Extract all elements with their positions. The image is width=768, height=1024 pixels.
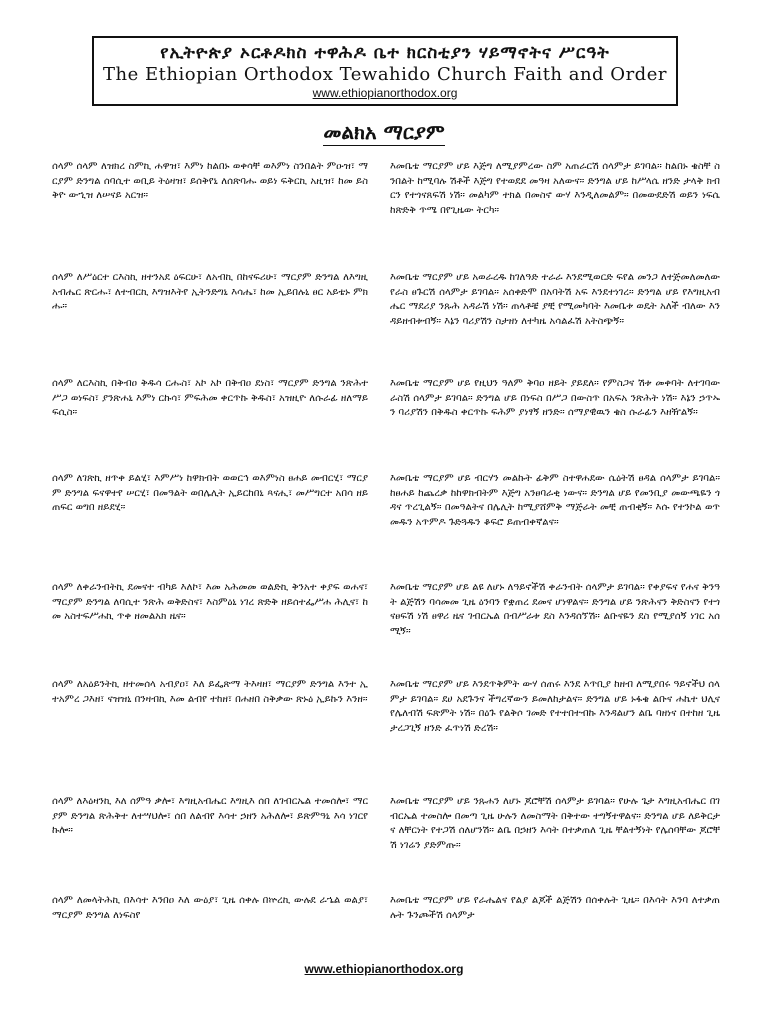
church-title-english: The Ethiopian Orthodox Tewahido Church Faith and Order (103, 64, 667, 85)
document-title-text: መልክአ ማርያም (323, 120, 445, 144)
amharic-translation: እመቤቴ ማርያም ሆይ የዚህን ዓለም ቅባዐ ዘይት ያይደለ። የምስጋና ሽቱ መቀባት ለተገባው ራስሽ ሰላምታ ይገባል። ድንግል ሆይ በነፍስ በሥጋ በውስጥ በአፍአ ንጽሕት ነሽ። እኔን ኃጥኡን ባሪያሽን በቅዱስ ቀርጥኩ ፍሕም ያነፃኝ ዘንድ። ሰማያዊዉን ቄስ ሱራፊን እዘዥልኝ። (390, 378, 720, 418)
geez-verse: ሰላም ሰላም ለዝክረ ስምኪ ሐዋዝ፣ እምነ ከልበኑ ወቀሳቸ ወእምነ ስንበልት ምዑዝ፣ ማርያም ድንግል ሰባሲተ ወቢይ ትዕዛዝ፣ ይሰቅየኒ ለሰጽባሑ ወይነ ፍቅርኪ አዚዝ፣ ከመ ይስቅዮ ውኂዝ ለሠናይ አርዝ። (52, 161, 368, 201)
amharic-translation: እመቤቴ ማርያም ሆይ ብርሃን መልኩት ፊቅም ስተዋሐደው ሴዕትሽ ፀዳል ሰላምታ ይገባል። ከፀሐይ ከጨረቃ ከከዋክብትም እጅግ አንፀባራቂ ነውና። ድንግል ሆይ የመንቢያ መውጫዬን ጎዳና ጥረጊልኝ። በመዓልትና በሌሊት ከሚያሸምቅ ማጅራት መቺ ጠብቂኝ። እሱ የተንኮል ወጥመዱን አጥምዶ ጉድጓዱን ቆፍሮ ይጠብቀኛልና። (390, 473, 720, 528)
geez-verse: ሰላም ለሥዕርተ ርእስኪ ዘተንአደ ዕፍርሁ፣ ለአብኪ በከናፍሪሁ፣ ማርያም ድንግል ለእግዚአብሔር ጽርሑ፣ ለተብርኪ እግዝእትየ ኢትንድግኒ እሳሔ፣ ከመ ኢይበሉኒ ፀር አይቴኑ ምክሑ። (52, 272, 368, 312)
footer-website-link[interactable]: www.ethiopianorthodox.org (304, 962, 464, 976)
verse-section (52, 271, 720, 329)
verse-section (52, 581, 720, 639)
geez-verse: ሰላም ለአዕይንትኪ ዘተመሰላ አብያዐ፣ እለ ይፌጽማ ትእዛዘ፣ ማርያም ድንግል እንተ ኢተአምረ ጋእዘ፣ ናዝዝኒ በንዛብኪ እመ ልብየ ተከዘ፣ በሐዘበ ስቅቃው ጽኑዕ ኢይኩን እንዘ። (52, 679, 368, 705)
geez-verse: ሰላም ለርእስኪ በቅብዐ ቅዱሳ ርሑስ፣ አኮ አኮ በቅብዐ ደነስ፣ ማርያም ድንግል ንጽሕተ ሥጋ ወነፍስ፣ ያንጽሐኒ እምነ ርኩሳ፣ ምፍሕመ ቀርጥኩ ቅዱስ፣ አዝዚዮ ለሱራፊ ዘለማይ ፍሲስ። (52, 378, 368, 418)
verse-section (52, 160, 720, 218)
amharic-translation: እመቤቴ ማርያም ሆይ እጅግ ለሚያምረው ስም አጠራርሽ ሰላምታ ይገባል። ከልበኑ ቄስቸ ስንበልት ከሚባሉ ሽቶች እጅግ የተወደደ መዓዛ አለውና። ድንግል ሆይ ከሥላሴ ዘንድ ታላቅ ክብርን የተጎናጸፍሽ ነሽ። መልካም ተክል በመስኖ ውሃ እንዲለመልም። በመውደድሽ ወይን ነፍሴ ከጽድቅ ጥሜ በየጊዜው ትርካ። (390, 161, 720, 216)
amharic-translation: እመቤቴ ማርያም ሆይ ንጹሐን ለሆኑ ጆሮቸሽ ሰላምታ ይገባል። የሁሉ ጌታ እግዚአብሔር በገብርኤል ተመስሎ በመጣ ጊዜ ሁሉን ለመስማት በቅተው ተግኝተዋልና። ድንግል ሆይ ለይቅርታና ለቸርነት የተጋሽ ሰለሆንሽ። ልቤ በኃዘን እሳት በተቃጠለ ጊዜ ቸልተኝነት የሌሰባቸው ጆሮቸሽ ነገሬን ያድምጡ። (390, 796, 720, 851)
letterhead (92, 36, 678, 106)
verse-section (52, 894, 720, 923)
amharic-translation: እመቤቴ ማርያም ሆይ ልዩ ለሆኑ ለዓይኖችሽ ቀራንብት ሰላምታ ይገባል። የቀያፍና የሐና ቅንዓት ልጅሽን ባሳመመ ጊዜ ዕንባን የቋጠረ ደመና ሆነዋልና። ድንግል ሆይ ንጽሕናን ቅድስናን የተጎናፀፍሽ ነሽ ፀዋሪ ዜና ገብርኤል በብሥራቱ ደስ እንዳሰኘሽ። ልቡናዬን ደስ የሚያሰኝ ነገር አሰሚኝ። (390, 582, 720, 637)
document-title (0, 120, 768, 144)
geez-verse: ሰላም ለቀራንብትኪ ደመናተ ብካይ እለኮ፣ እመ አሕመመ ወልድኪ ቅንአተ ቀያፍ ወሐና፣ ማርያም ድንግል ለባሲተ ንጽሕ ወቅድስና፣ እስምዕኒ ነገረ ጽድቅ ዘይሰተፌሥሐ ሕሊና፣ ከመ አስተፍሥሐኪ ጥቀ ዘመልአክ ዜና። (52, 582, 368, 622)
verse-section (52, 377, 720, 421)
amharic-translation: እመቤቴ ማርያም ሆይ የራሔልና የልያ ልጆች ልጅሽን በሰቀሉት ጊዜ። በእሳት እንባ ለተቃጠሉት ጉንጮችሽ ሰላምታ (390, 895, 720, 921)
verse-section (52, 795, 720, 853)
header-website-link[interactable]: www.ethiopianorthodox.org (312, 86, 458, 100)
geez-verse: ሰላም ለገጽኪ ዘጥቀ ይልሂ፣ እምሥነ ከዋክብት ወወርኅ ወእምነስ ፀሐይ መብርሂ፣ ማርያም ድንግል ፍናዋተየ ሠርሂ፣ በመዓልት ወበሌሊት ኢይርከበኒ ጻናሒ፣ መሥግርተ አበሳ ዘይጠፍር ወግበ ዘይደሂ። (52, 473, 368, 513)
amharic-translation: እመቤቴ ማርያም ሆይ እንደጥቅምት ውሃ ሰጠሩ እንደ እጥቢያ ከዘብ ለሚያበሩ ዓይኖችህ ሰላምታ ይገባል። ደሀ አደጉንና ችግረኛውን ይመለከታልና። ድንግል ሆይ ኑፋቄ ልቡና ሐኬተ ህሊና የሌለብሽ ፍጽምት ነሽ። በዕጉ የልቅሶ ገመድ የተተበተብኩ እንዳልሆን ልቤ ባዘነና በተከዘ ጊዜ ታረጋጊኝ ዘንድ ፈጥነሽ ድረሽ። (390, 679, 720, 734)
geez-verse: ሰላም ለእዕዛንኪ እለ ሰምዓ ቃሎ፣ እግዚአብሔር እግዚእ ሰበ ለገብርኤል ተመሰሎ፣ ማርያም ድንግል ጽሕቅተ ለተሣህሎ፣ ሰበ ለልብየ እሳተ ኃዘን አሕለሎ፣ ይጽምዓኒ እሳ ነገርየ ኩሎ። (52, 796, 368, 836)
verse-section (52, 678, 720, 736)
amharic-translation: እመቤቴ ማርያም ሆይ አወራረዱ ከገለዓድ ተራራ እንደሚወርድ ፍየል መንጋ ለተጅመለመለው የራስ ፀጉርሽ ሰላምታ ይገባል። አሰቀድሞ በአባትሽ አፍ እንደተነገረ። ድንግል ሆይ የእግዚአብሔር ማደሪያ ንጹሕ አዳራሽ ነሽ። ጠላቶቼ ያቺ የሚመካባት እመቤቱ ወዴት አለች ብለው እንዳይዘብቱብኝ። እኔን ባሪያሽን ስታዘነ ለተካዜ አሳልፈሽ አትስጭኝ። (390, 272, 720, 327)
geez-verse: ሰላም ለመላትሕኪ በእሳተ እንበዐ እለ ውዕያ፣ ጊዜ ሰቀሉ በኵረኪ ውሉደ ራኄል ወልያ፣ ማርያም ድንግል ለነፍስየ (52, 895, 368, 921)
church-title-amharic: የኢትዮጵያ ኦርቶዶክስ ተዋሕዶ ቤተ ክርስቲያን ሃይማኖትና ሥርዓት (160, 43, 610, 63)
verse-section (52, 472, 720, 530)
